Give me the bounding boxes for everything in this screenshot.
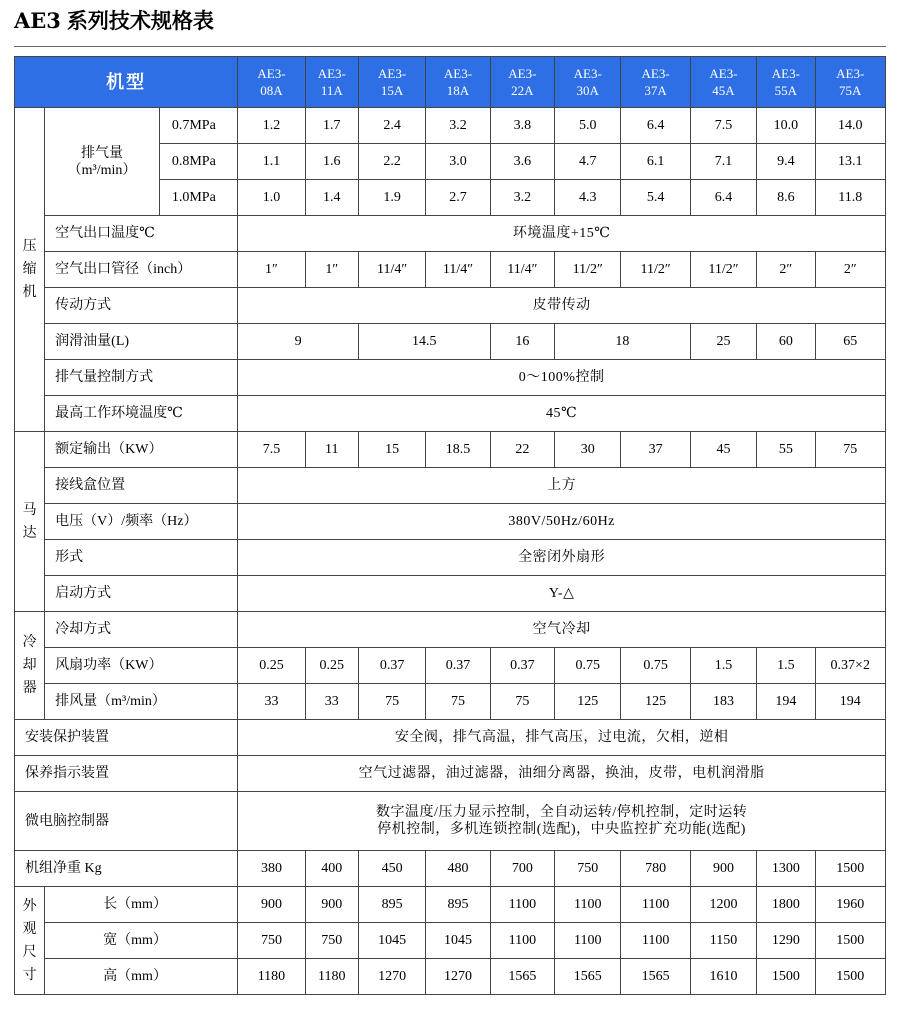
- model-cell: AE3- 18A: [426, 57, 490, 108]
- value-cell: 1.7: [305, 108, 358, 144]
- value-cell: 1800: [757, 887, 815, 923]
- value-cell: 45℃: [238, 396, 886, 432]
- value-cell: 0.37: [358, 648, 425, 684]
- row-label: 高（mm）: [45, 959, 238, 995]
- value-cell: 450: [358, 851, 425, 887]
- value-cell: 1″: [238, 252, 305, 288]
- value-cell: 1100: [621, 923, 690, 959]
- value-cell: 1.9: [358, 180, 425, 216]
- value-cell: 1″: [305, 252, 358, 288]
- row-label: 机组净重 Kg: [15, 851, 238, 887]
- value-cell: 900: [305, 887, 358, 923]
- value-cell: 1200: [690, 887, 756, 923]
- title-divider: [14, 46, 886, 47]
- table-row: [15, 648, 886, 684]
- table-row: [15, 756, 886, 792]
- value-cell: 75: [815, 432, 886, 468]
- row-label: 长（mm）: [45, 887, 238, 923]
- value-cell: 0.37: [426, 648, 490, 684]
- table-row: [15, 468, 886, 504]
- value-cell: 全密闭外扇形: [238, 540, 886, 576]
- row-label: 空气出口管径（inch）: [45, 252, 238, 288]
- value-cell: 3.2: [426, 108, 490, 144]
- value-cell: 1045: [426, 923, 490, 959]
- table-row: [15, 504, 886, 540]
- value-cell: 1565: [490, 959, 554, 995]
- table-row: [15, 360, 886, 396]
- value-cell: 75: [490, 684, 554, 720]
- table-row: [15, 252, 886, 288]
- value-cell: 1500: [815, 923, 886, 959]
- table-row: [15, 108, 886, 144]
- value-cell: 3.8: [490, 108, 554, 144]
- value-cell: 194: [757, 684, 815, 720]
- model-cell: AE3- 37A: [621, 57, 690, 108]
- value-cell: 11/4″: [426, 252, 490, 288]
- value-cell: 22: [490, 432, 554, 468]
- table-row: [15, 851, 886, 887]
- value-cell: 480: [426, 851, 490, 887]
- value-cell: 1.6: [305, 144, 358, 180]
- value-cell: 1500: [815, 959, 886, 995]
- table-row: [15, 684, 886, 720]
- value-cell: 6.4: [690, 180, 756, 216]
- value-cell: 9.4: [757, 144, 815, 180]
- value-cell: 125: [621, 684, 690, 720]
- value-cell: 11/2″: [555, 252, 621, 288]
- value-cell: 194: [815, 684, 886, 720]
- value-cell: 1100: [555, 923, 621, 959]
- group-label-compressor: 压 缩 机: [15, 108, 45, 432]
- row-label: 最高工作环境温度℃: [45, 396, 238, 432]
- value-cell: 11/2″: [690, 252, 756, 288]
- value-cell: 1960: [815, 887, 886, 923]
- row-label: 微电脑控制器: [15, 792, 238, 851]
- value-cell: 1.0: [238, 180, 305, 216]
- value-cell: 1100: [621, 887, 690, 923]
- value-cell: 18.5: [426, 432, 490, 468]
- row-label: 形式: [45, 540, 238, 576]
- table-row: [15, 288, 886, 324]
- value-cell: 750: [238, 923, 305, 959]
- value-cell: 900: [238, 887, 305, 923]
- pressure-label: 0.8MPa: [159, 144, 237, 180]
- value-cell: 1100: [490, 887, 554, 923]
- row-label: 安装保护装置: [15, 720, 238, 756]
- value-cell: 环境温度+15℃: [238, 216, 886, 252]
- row-label: 额定输出（KW）: [45, 432, 238, 468]
- value-cell: 11/4″: [358, 252, 425, 288]
- model-cell: AE3- 30A: [555, 57, 621, 108]
- value-cell: 4.7: [555, 144, 621, 180]
- value-cell: 1.5: [757, 648, 815, 684]
- value-cell: 1.4: [305, 180, 358, 216]
- value-cell: 3.2: [490, 180, 554, 216]
- table-row: [15, 720, 886, 756]
- value-cell: 2″: [815, 252, 886, 288]
- table-row: [15, 216, 886, 252]
- model-cell: AE3- 11A: [305, 57, 358, 108]
- value-cell: 30: [555, 432, 621, 468]
- value-cell: 895: [426, 887, 490, 923]
- value-cell: 11: [305, 432, 358, 468]
- model-cell: AE3- 15A: [358, 57, 425, 108]
- model-cell: AE3- 22A: [490, 57, 554, 108]
- value-cell: 7.5: [238, 432, 305, 468]
- value-cell: 空气过滤器，油过滤器，油细分离器，换油，皮带，电机润滑脂: [238, 756, 886, 792]
- value-cell: 55: [757, 432, 815, 468]
- model-cell: AE3- 55A: [757, 57, 815, 108]
- value-cell: 1500: [757, 959, 815, 995]
- value-cell: 75: [358, 684, 425, 720]
- flow-label: 排气量 （m³/min）: [45, 108, 160, 216]
- value-cell: 9: [238, 324, 359, 360]
- value-cell: 0.25: [238, 648, 305, 684]
- value-cell: 1270: [358, 959, 425, 995]
- pressure-label: 1.0MPa: [159, 180, 237, 216]
- spec-table: [14, 56, 886, 995]
- value-cell: 13.1: [815, 144, 886, 180]
- value-cell: 1565: [621, 959, 690, 995]
- value-cell: 2″: [757, 252, 815, 288]
- group-label-dimensions: 外 观 尺 寸: [15, 887, 45, 995]
- group-label-motor: 马 达: [15, 432, 45, 612]
- row-label: 保养指示装置: [15, 756, 238, 792]
- value-cell: 上方: [238, 468, 886, 504]
- row-label: 接线盒位置: [45, 468, 238, 504]
- value-cell: 2.7: [426, 180, 490, 216]
- value-cell: 380V/50Hz/60Hz: [238, 504, 886, 540]
- value-cell: 2.2: [358, 144, 425, 180]
- value-cell: 750: [555, 851, 621, 887]
- value-cell: 60: [757, 324, 815, 360]
- value-cell: 10.0: [757, 108, 815, 144]
- value-cell: 45: [690, 432, 756, 468]
- value-cell: 1565: [555, 959, 621, 995]
- table-row: [15, 887, 886, 923]
- value-cell: 0.37×2: [815, 648, 886, 684]
- table-row: [15, 540, 886, 576]
- value-cell: 4.3: [555, 180, 621, 216]
- value-cell: 1500: [815, 851, 886, 887]
- value-cell: Y-△: [238, 576, 886, 612]
- value-cell: 37: [621, 432, 690, 468]
- value-cell: 2.4: [358, 108, 425, 144]
- value-cell: 6.4: [621, 108, 690, 144]
- value-cell: 0.25: [305, 648, 358, 684]
- value-cell: 780: [621, 851, 690, 887]
- title-text: 系列技术规格表: [66, 9, 214, 33]
- row-label: 润滑油量(L): [45, 324, 238, 360]
- microcomputer-line-2: 停机控制，多机连锁控制(选配)，中央监控扩充功能(选配): [377, 822, 746, 837]
- value-cell: 安全阀，排气高温，排气高压，过电流，欠相，逆相: [238, 720, 886, 756]
- value-cell: 1150: [690, 923, 756, 959]
- value-cell: 0.37: [490, 648, 554, 684]
- value-cell: 5.0: [555, 108, 621, 144]
- value-cell: 1180: [238, 959, 305, 995]
- model-cell: AE3- 45A: [690, 57, 756, 108]
- value-cell: 400: [305, 851, 358, 887]
- value-cell: 0.75: [555, 648, 621, 684]
- value-cell: 75: [426, 684, 490, 720]
- value-cell: 1.5: [690, 648, 756, 684]
- table-row: [15, 576, 886, 612]
- model-cell: AE3- 75A: [815, 57, 886, 108]
- value-cell: 0～100%控制: [238, 360, 886, 396]
- row-label: 宽（mm）: [45, 923, 238, 959]
- value-cell: 7.5: [690, 108, 756, 144]
- table-row: [15, 612, 886, 648]
- row-label: 排风量（m³/min）: [45, 684, 238, 720]
- value-cell: 895: [358, 887, 425, 923]
- value-cell: 1300: [757, 851, 815, 887]
- row-label: 排气量控制方式: [45, 360, 238, 396]
- value-cell: 18: [555, 324, 691, 360]
- value-cell: 1100: [490, 923, 554, 959]
- value-cell: 183: [690, 684, 756, 720]
- row-label: 启动方式: [45, 576, 238, 612]
- value-cell: 1.1: [238, 144, 305, 180]
- value-cell: 3.0: [426, 144, 490, 180]
- value-cell: 1180: [305, 959, 358, 995]
- model-cell: AE3- 08A: [238, 57, 305, 108]
- group-label-cooler: 冷 却 器: [15, 612, 45, 720]
- value-cell: 1045: [358, 923, 425, 959]
- table-row: [15, 923, 886, 959]
- row-label: 电压（V）/频率（Hz）: [45, 504, 238, 540]
- value-cell: 15: [358, 432, 425, 468]
- value-cell: 33: [238, 684, 305, 720]
- value-cell: 33: [305, 684, 358, 720]
- value-cell: 11.8: [815, 180, 886, 216]
- table-row: [15, 959, 886, 995]
- value-cell: 皮带传动: [238, 288, 886, 324]
- value-cell: 空气冷却: [238, 612, 886, 648]
- row-label: 传动方式: [45, 288, 238, 324]
- table-row: [15, 396, 886, 432]
- value-cell: 11/4″: [490, 252, 554, 288]
- value-cell: 1.2: [238, 108, 305, 144]
- value-cell: 8.6: [757, 180, 815, 216]
- value-cell: 25: [690, 324, 756, 360]
- model-header: 机型: [15, 57, 238, 108]
- value-cell: 700: [490, 851, 554, 887]
- value-cell: 1290: [757, 923, 815, 959]
- value-cell: 125: [555, 684, 621, 720]
- value-cell: 1610: [690, 959, 756, 995]
- row-label: 冷却方式: [45, 612, 238, 648]
- microcomputer-line-1: 数字温度/压力显示控制，全自动运转/停机控制，定时运转: [375, 805, 748, 820]
- pressure-label: 0.7MPa: [159, 108, 237, 144]
- row-label: 风扇功率（KW）: [45, 648, 238, 684]
- value-cell: 16: [490, 324, 554, 360]
- value-cell: 6.1: [621, 144, 690, 180]
- value-cell: 750: [305, 923, 358, 959]
- value-cell: 11/2″: [621, 252, 690, 288]
- row-label: 空气出口温度℃: [45, 216, 238, 252]
- table-row: [15, 324, 886, 360]
- page-title: [14, 4, 214, 38]
- value-cell: 900: [690, 851, 756, 887]
- value-cell: 5.4: [621, 180, 690, 216]
- value-cell: 380: [238, 851, 305, 887]
- value-cell: 14.5: [358, 324, 490, 360]
- table-row: [15, 432, 886, 468]
- title-model: AE3: [14, 8, 61, 33]
- value-cell: 1270: [426, 959, 490, 995]
- value-cell: 0.75: [621, 648, 690, 684]
- value-cell: 7.1: [690, 144, 756, 180]
- value-cell: 14.0: [815, 108, 886, 144]
- header-row: [15, 57, 886, 108]
- value-cell: 65: [815, 324, 886, 360]
- value-cell: 1100: [555, 887, 621, 923]
- table-row: [15, 792, 886, 851]
- value-cell: [238, 792, 886, 851]
- value-cell: 3.6: [490, 144, 554, 180]
